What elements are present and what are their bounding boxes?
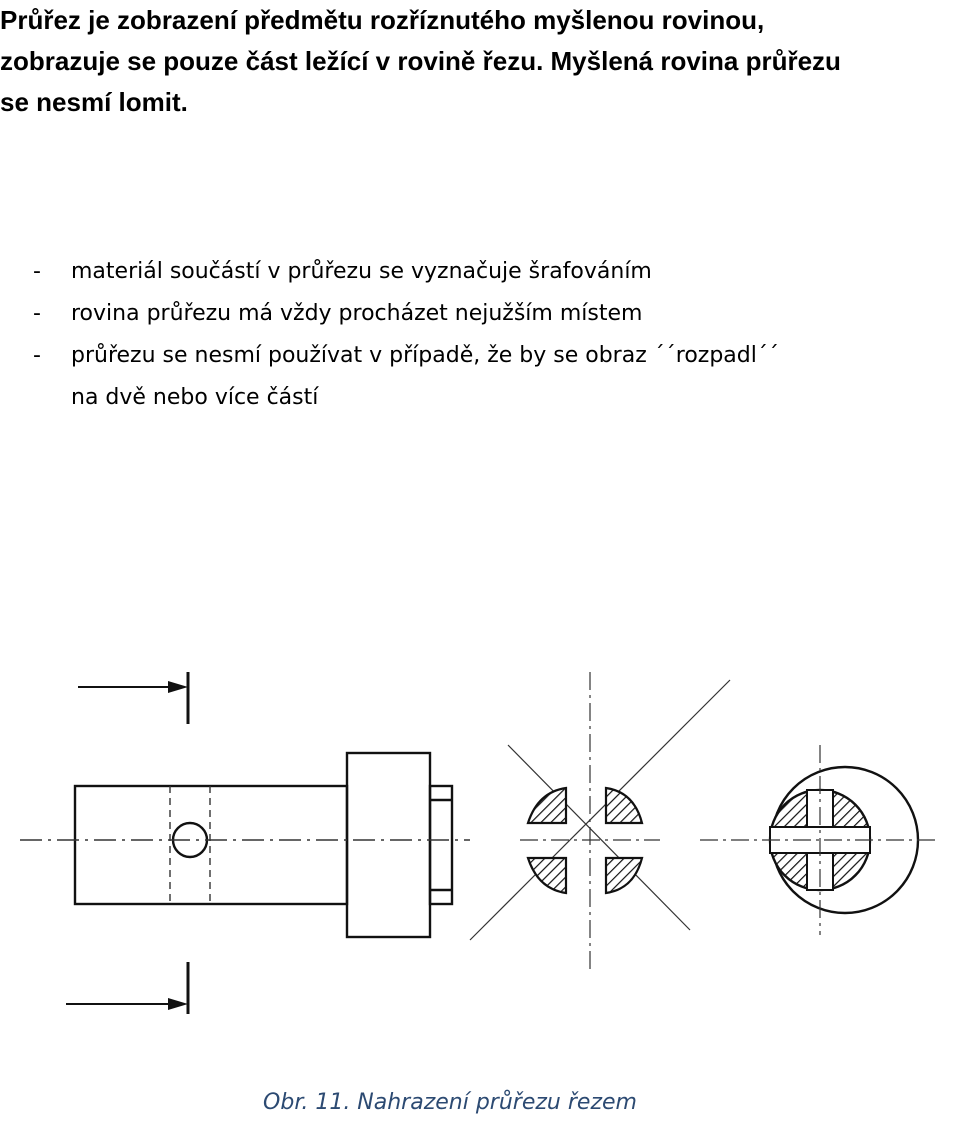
rule-item xyxy=(33,335,779,419)
intro-line-1: Průřez je zobrazení předmětu rozříznutého myšlenou rovinou, xyxy=(0,5,765,35)
rule-text: materiál součástí v průřezu se vyznačuje šrafováním xyxy=(71,259,652,284)
rule-bullet: - xyxy=(33,343,41,368)
rule-bullet: - xyxy=(33,259,41,284)
rule-item xyxy=(33,251,779,293)
figure-caption: Obr. 11. Nahrazení průřezu řezem xyxy=(263,1090,637,1115)
hole-hidden-lines xyxy=(170,786,210,904)
rule-text-continuation: na dvě nebo více částí xyxy=(71,385,319,410)
technical-drawing xyxy=(0,640,960,1080)
rule-item xyxy=(33,293,779,335)
section-plane-marker xyxy=(66,672,188,1014)
intro-paragraph xyxy=(0,0,940,123)
end-view xyxy=(700,745,935,935)
section-exploded-view xyxy=(470,672,730,970)
intro-line-2: zobrazuje se pouze část ležící v rovině řezu. Myšlená rovina průřezu xyxy=(0,46,841,76)
intro-line-3: se nesmí lomit. xyxy=(0,87,188,117)
rule-text: rovina průřezu má vždy procházet nejužším místem xyxy=(71,301,643,326)
rule-bullet: - xyxy=(33,301,41,326)
rule-text: průřezu se nesmí používat v případě, že by se obraz ´´rozpadl´´ xyxy=(71,343,779,368)
rules-list xyxy=(33,251,779,419)
shaft-side-view xyxy=(75,753,452,937)
